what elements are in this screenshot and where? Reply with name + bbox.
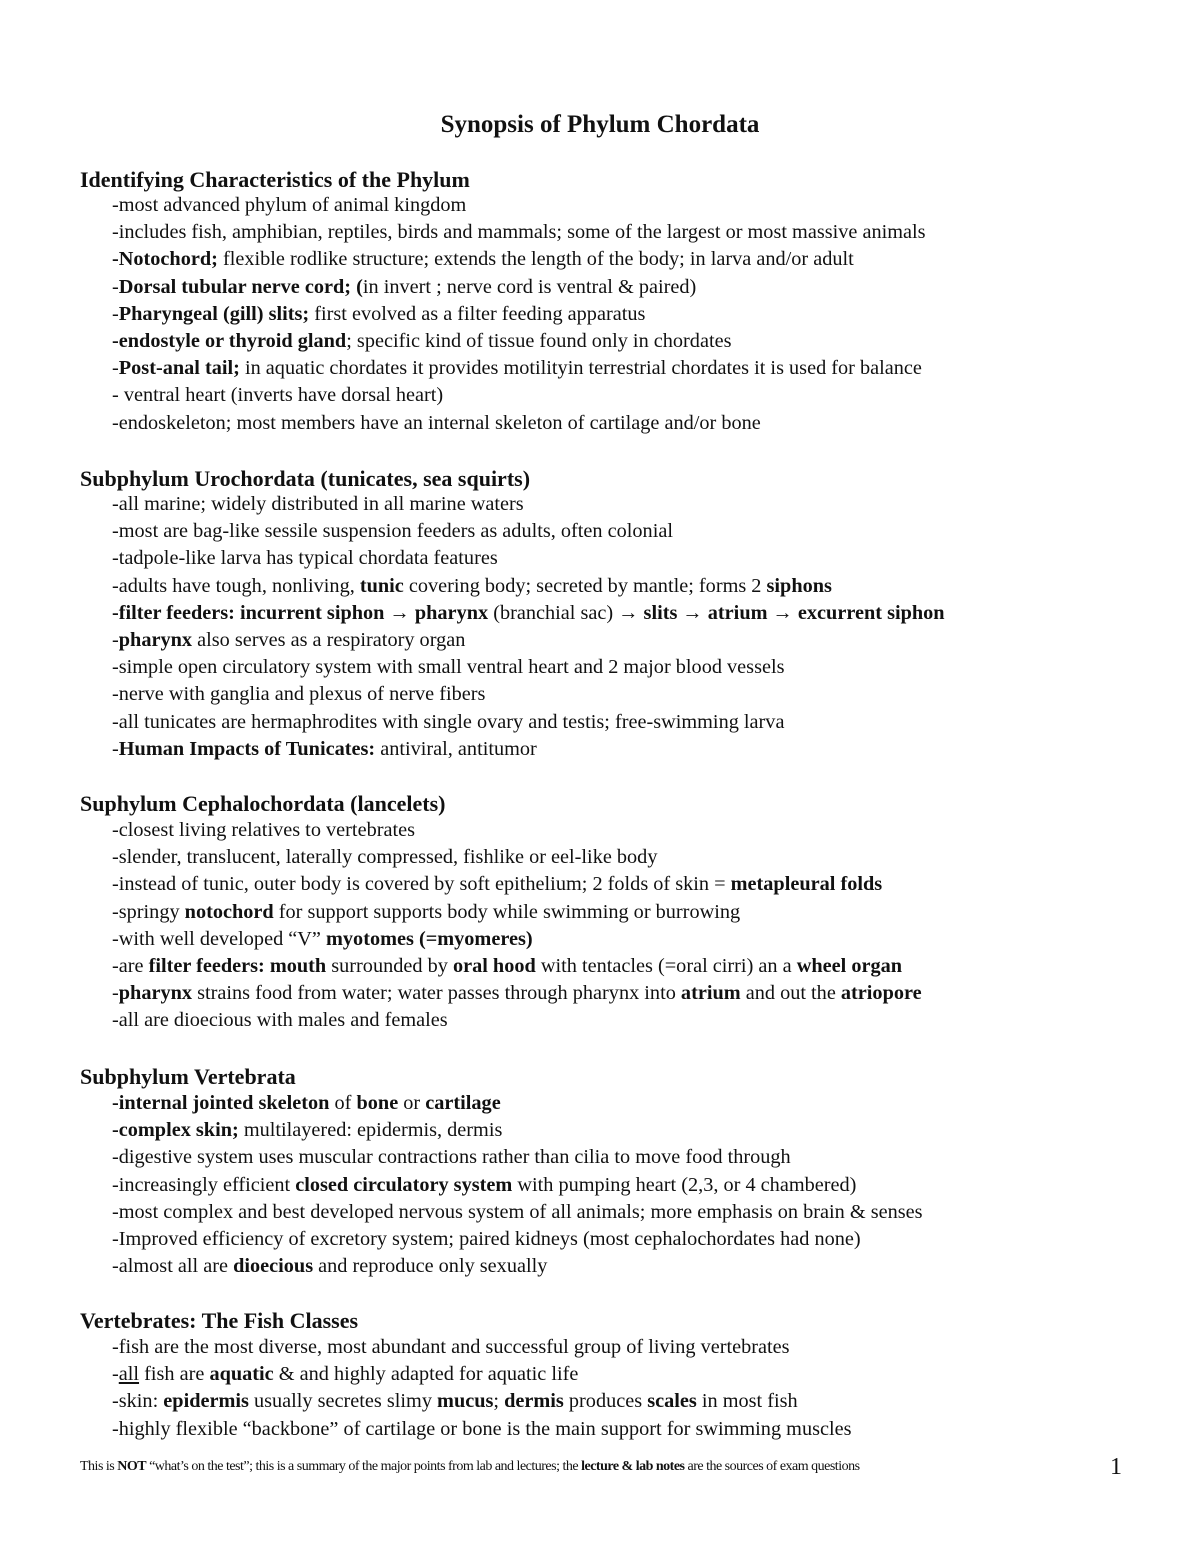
text-run: also serves as a respiratory organ: [192, 629, 466, 651]
text-run: -: [112, 982, 119, 1005]
text-run: siphons: [766, 574, 832, 597]
text-run: -digestive system uses muscular contractions rather than cilia to move food through: [112, 1146, 791, 1169]
bullet-line: [112, 1172, 856, 1199]
text-run: & and highly adapted for aquatic life: [273, 1363, 579, 1386]
bullet-line: [112, 1090, 501, 1117]
bullet-line: [112, 491, 524, 518]
text-run: scales: [647, 1390, 697, 1413]
text-run: and out the: [740, 982, 841, 1005]
bullet-line: [112, 926, 533, 953]
text-run: Pharyngeal (gill) slits;: [118, 302, 310, 325]
bullet-line: [112, 573, 832, 600]
text-run: of: [329, 1092, 357, 1114]
text-run: -with well developed “V”: [112, 927, 327, 950]
text-run: -internal jointed skeleton: [112, 1092, 330, 1114]
footer-text-run: “what’s on the test”; this is a summary of the major points from lab and lectures; the: [146, 1459, 582, 1474]
text-run: -nerve with ganglia and plexus of nerve fibers: [112, 683, 486, 706]
text-run: -are: [112, 955, 149, 977]
section-heading: Identifying Characteristics of the Phylum: [80, 167, 470, 192]
bullet-line: [112, 899, 740, 926]
text-run: atriopore: [840, 982, 922, 1005]
text-run: in invert ; nerve cord is ventral & paired): [362, 275, 697, 298]
text-run: -most complex and best developed nervous system of all animals; more emphasis on brain & senses: [112, 1200, 923, 1223]
text-run: mucus: [437, 1390, 494, 1413]
bullet-line: [112, 545, 498, 572]
text-run: - ventral heart (inverts have dorsal heart): [112, 384, 444, 407]
text-run: -all are dioecious with males and females: [112, 1009, 448, 1032]
text-run: -slender, translucent, laterally compressed, fishlike or eel-like body: [112, 846, 658, 869]
text-run: -highly flexible “backbone” of cartilage or bone is the main support for swimming muscles: [112, 1417, 852, 1440]
text-run: -endostyle or thyroid gland: [112, 330, 347, 352]
footer-text-run: This is: [80, 1459, 118, 1474]
text-run: antiviral, antitumor: [375, 737, 537, 760]
text-run: flexible rodlike structure; extends the length of the body; in larva and/or adult: [217, 248, 854, 271]
text-run: covering body; secreted by mantle; forms 2: [403, 574, 767, 597]
text-run: -: [112, 302, 119, 325]
text-run: aquatic: [209, 1363, 274, 1386]
text-run: filter feeders: mouth: [148, 955, 327, 977]
text-run: -: [112, 737, 119, 760]
bullet-line: [112, 410, 761, 437]
text-run: dermis: [504, 1390, 564, 1413]
text-run: fish are the most diverse, most abundant and successful group of living vertebrates: [118, 1336, 790, 1358]
text-run: -tadpole-like larva has typical chordata features: [112, 547, 498, 570]
section-heading: Subphylum Urochordata (tunicates, sea squirts): [80, 466, 531, 491]
text-run: -: [112, 357, 119, 380]
bullet-line: [112, 681, 485, 708]
text-run: in aquatic chordates it provides motilityin terrestrial chordates it is used for balance: [239, 357, 922, 380]
text-run: -: [112, 1336, 119, 1358]
text-run: cartilage: [425, 1092, 501, 1114]
text-run: -instead of tunic, outer body is covered by soft epithelium; 2 folds of skin =: [112, 873, 731, 896]
bullet-line: [112, 274, 696, 301]
text-run: -almost all are: [112, 1255, 234, 1278]
text-run: → slits → atrium → excurrent siphon: [618, 601, 945, 624]
text-run: pharynx: [118, 629, 193, 651]
text-run: closed circulatory system: [295, 1173, 513, 1196]
page-footer: [80, 1457, 860, 1477]
text-run: -skin:: [112, 1390, 164, 1413]
bullet-line: [112, 1388, 798, 1415]
footer-text-run: NOT: [117, 1459, 147, 1474]
text-run: for support supports body while swimming or burrowing: [273, 900, 741, 923]
bullet-line: [112, 709, 784, 736]
text-run: metapleural folds: [730, 873, 883, 896]
text-run: -closest living relatives to vertebrates: [112, 819, 415, 841]
bullet-line: [112, 871, 882, 898]
text-run: ;: [493, 1390, 505, 1413]
text-run: epidermis: [163, 1390, 249, 1413]
text-run: ; specific kind of tissue found only in chordates: [346, 330, 732, 352]
bullet-line: [112, 817, 415, 844]
bullet-line: [112, 654, 785, 681]
text-run: -all tunicates are hermaphrodites with single ovary and testis; free-swimming larva: [112, 710, 785, 733]
text-run: dioecious: [233, 1255, 314, 1278]
section-heading: Suphylum Cephalochordata (lancelets): [80, 791, 446, 816]
text-run: -increasingly efficient: [112, 1173, 296, 1196]
text-run: -all marine; widely distributed in all marine waters: [112, 493, 524, 515]
bullet-line: [112, 328, 731, 355]
text-run: Human Impacts of Tunicates:: [118, 737, 376, 760]
text-run: -simple open circulatory system with small ventral heart and 2 major blood vessels: [112, 656, 785, 679]
text-run: -adults have tough, nonliving,: [112, 574, 360, 597]
text-run: -: [112, 1363, 119, 1386]
text-run: -Improved efficiency of excretory system; paired kidneys (most cephalochordates had none): [112, 1228, 861, 1250]
bullet-line: [112, 301, 645, 328]
bullet-line: [112, 382, 443, 409]
bullet-line: [112, 246, 854, 273]
text-run: -most advanced phylum of animal kingdom: [112, 194, 467, 216]
text-run: or: [398, 1092, 426, 1114]
text-run: bone: [356, 1092, 399, 1114]
text-run: -most are bag-like sessile suspension feeders as adults, often colonial: [112, 520, 673, 543]
bullet-line: [112, 1007, 448, 1034]
bullet-line: [112, 600, 945, 627]
bullet-line: [112, 1226, 861, 1253]
text-run: -complex skin;: [112, 1119, 239, 1142]
text-run: oral hood: [452, 955, 536, 977]
bullet-line: [112, 1416, 852, 1443]
text-run: -endoskeleton; most members have an internal skeleton of cartilage and/or bone: [112, 411, 761, 434]
text-run: (branchial sac): [488, 601, 619, 624]
text-run: -: [112, 275, 119, 298]
bullet-line: [112, 219, 926, 246]
bullet-line: [112, 1334, 790, 1361]
footer-text-run: lecture & lab notes: [581, 1459, 685, 1474]
footer-text-run: are the sources of exam questions: [684, 1459, 860, 1474]
text-run: -filter feeders: incurrent siphon → pharynx: [112, 601, 489, 624]
section-heading: Vertebrates: The Fish Classes: [80, 1308, 359, 1333]
text-run: produces: [563, 1390, 648, 1413]
bullet-line: [112, 736, 537, 763]
text-run: first evolved as a filter feeding apparatus: [309, 302, 646, 325]
text-run: tunic: [359, 574, 404, 597]
text-run: all: [118, 1363, 140, 1386]
text-run: fish are: [139, 1363, 210, 1386]
text-run: wheel organ: [796, 955, 903, 977]
bullet-line: [112, 355, 922, 382]
text-run: notochord: [184, 900, 274, 923]
text-run: atrium: [680, 982, 741, 1005]
bullet-line: [112, 1117, 502, 1144]
text-run: -: [112, 629, 119, 651]
text-run: usually secretes slimy: [248, 1390, 438, 1413]
bullet-line: [112, 627, 465, 654]
text-run: -includes fish, amphibian, reptiles, birds and mammals; some of the largest or most massive animals: [112, 221, 926, 244]
page-number: 1: [1110, 1454, 1122, 1480]
text-run: pharynx: [118, 982, 193, 1005]
page-title: Synopsis of Phylum Chordata: [440, 111, 760, 138]
section-heading: Subphylum Vertebrata: [80, 1064, 296, 1089]
bullet-line: [112, 1253, 547, 1280]
text-run: with pumping heart (2,3, or 4 chambered): [512, 1173, 857, 1196]
text-run: surrounded by: [326, 955, 453, 977]
text-run: -springy: [112, 900, 185, 923]
bullet-line: [112, 953, 902, 980]
text-run: myotomes (=myomeres): [326, 927, 533, 950]
text-run: multilayered: epidermis, dermis: [238, 1119, 503, 1142]
bullet-line: [112, 1199, 923, 1226]
text-run: with tentacles (=oral cirri) an a: [535, 955, 797, 977]
text-run: Dorsal tubular nerve cord; (: [118, 275, 363, 298]
text-run: -Notochord;: [112, 248, 218, 271]
bullet-line: [112, 1144, 791, 1171]
text-run: in most fish: [696, 1390, 798, 1413]
bullet-line: [112, 192, 466, 219]
text-run: and reproduce only sexually: [313, 1255, 548, 1278]
bullet-line: [112, 844, 657, 871]
bullet-line: [112, 980, 922, 1007]
bullet-line: [112, 518, 673, 545]
text-run: strains food from water; water passes through pharynx into: [192, 982, 681, 1005]
bullet-line: [112, 1361, 578, 1388]
text-run: Post-anal tail;: [118, 357, 240, 380]
